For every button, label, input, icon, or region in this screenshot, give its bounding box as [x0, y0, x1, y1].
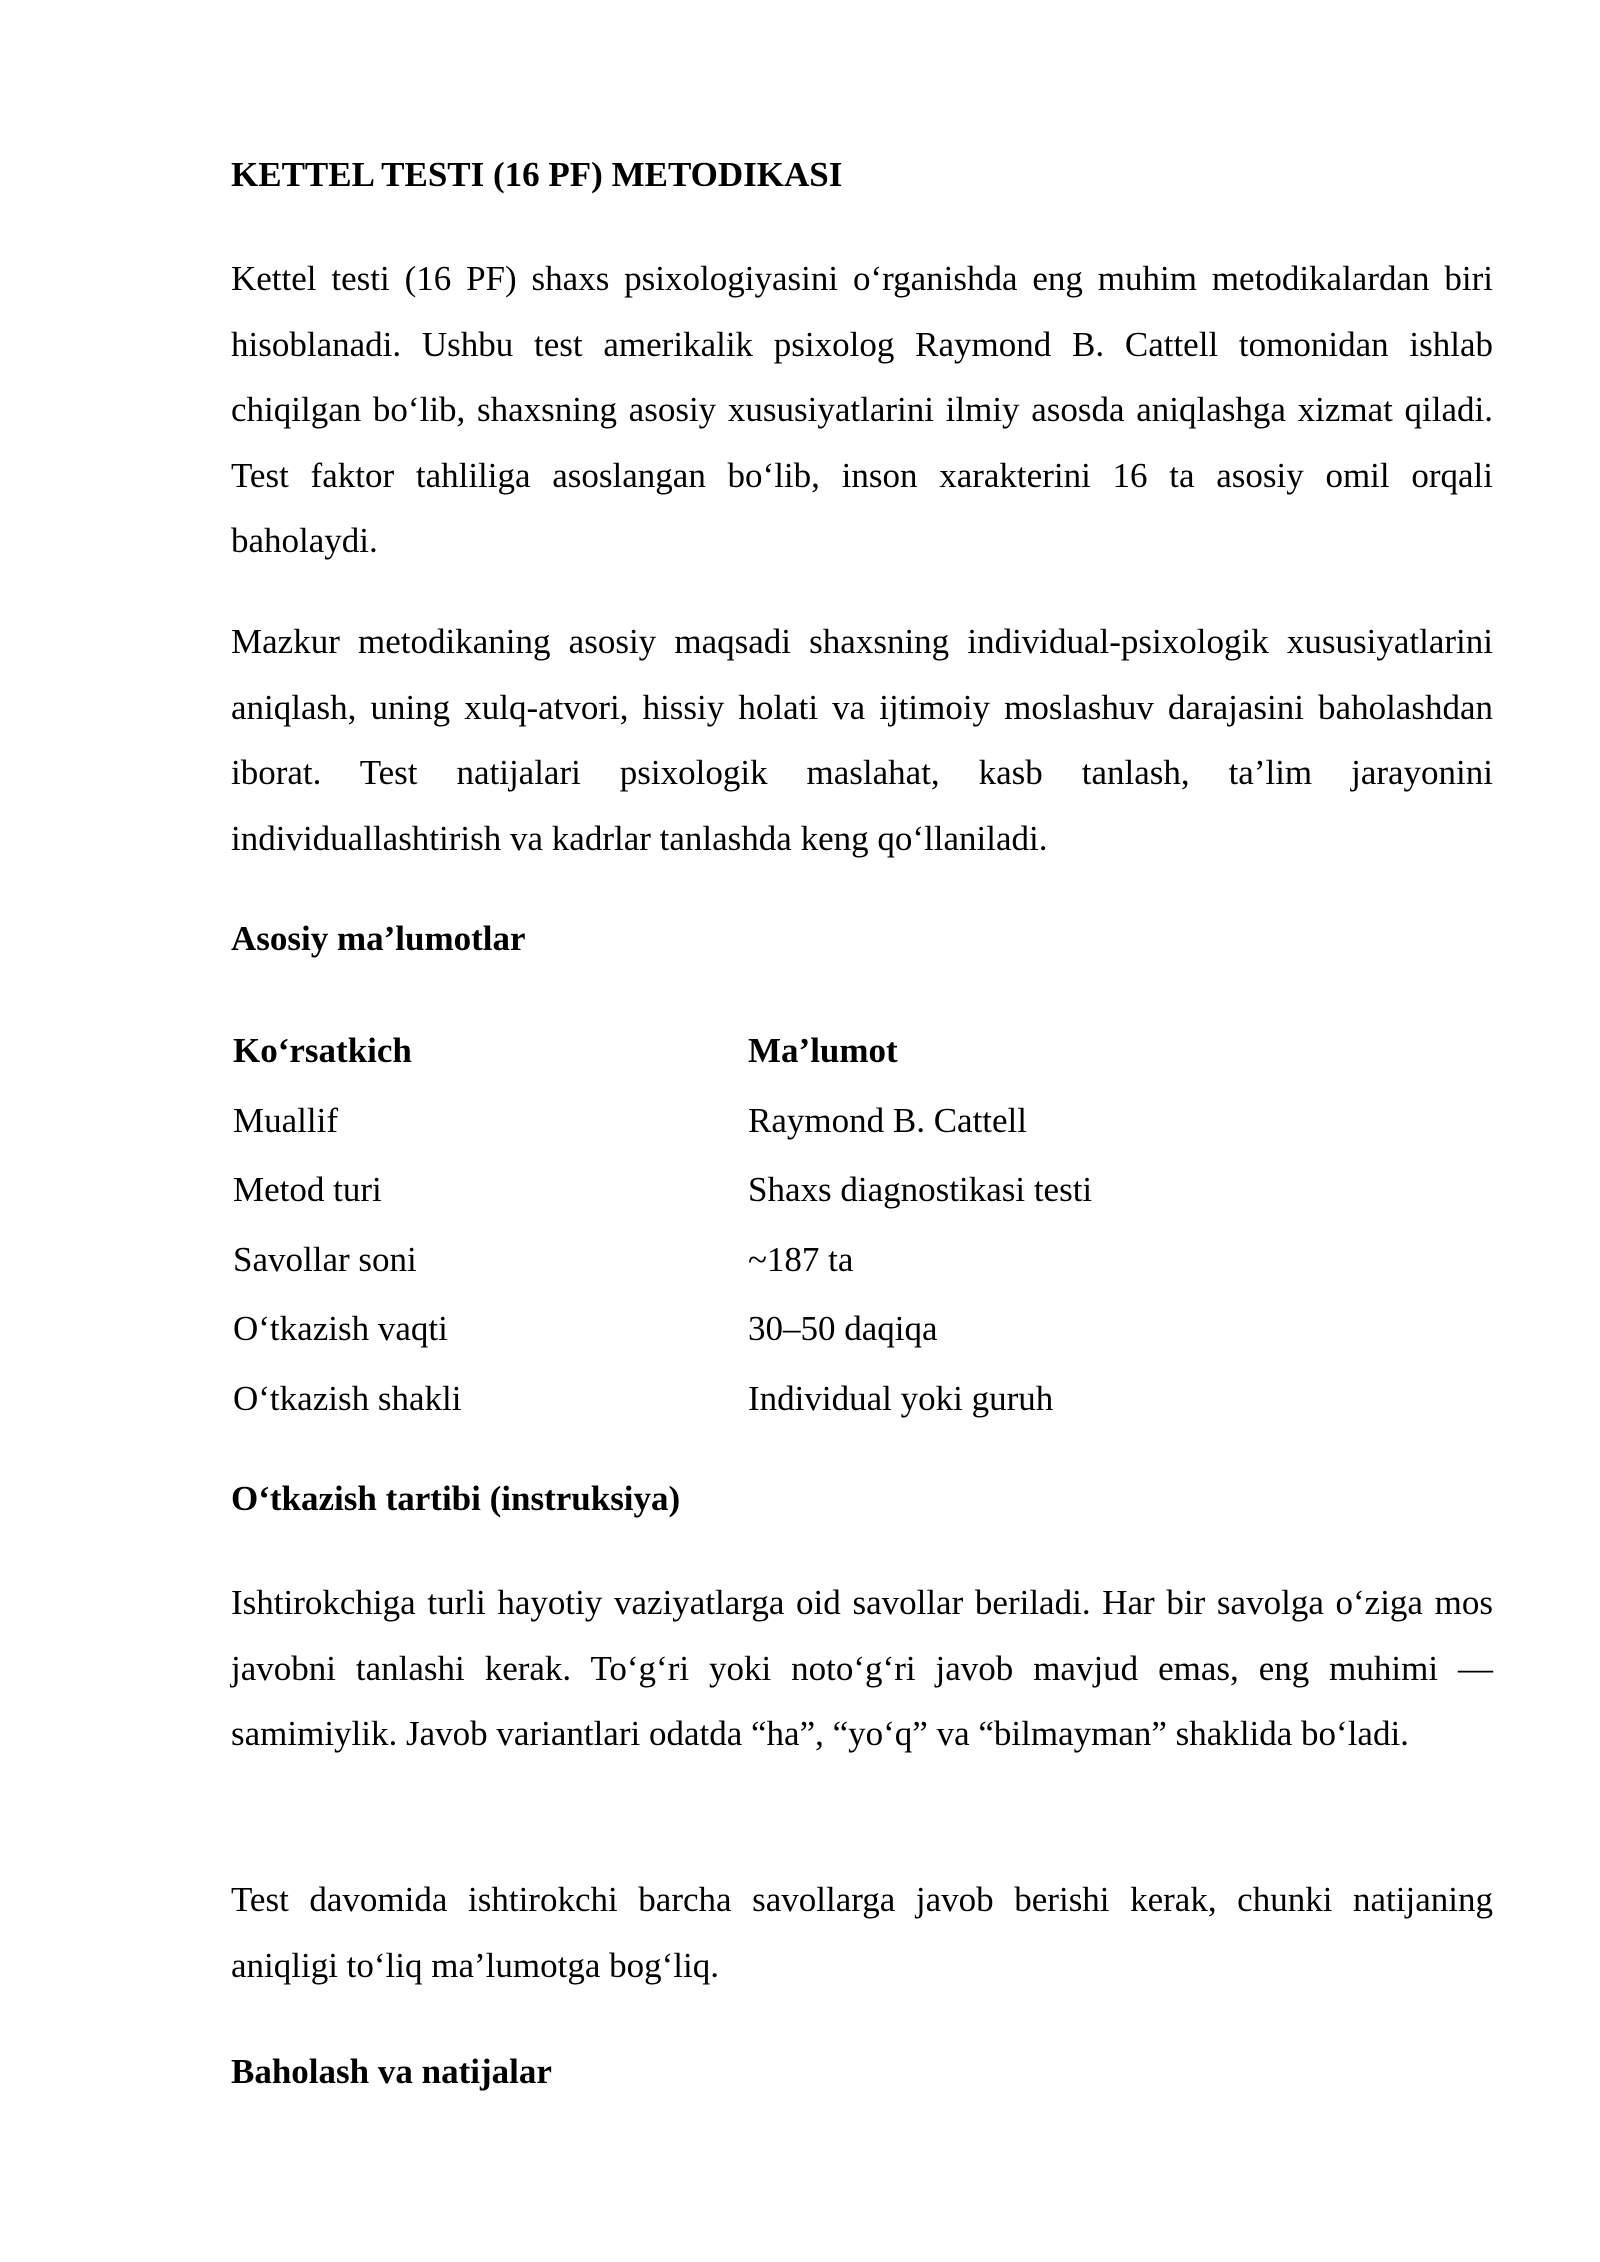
table-cell-indicator: Muallif: [233, 1100, 338, 1140]
table-cell-info: Raymond B. Cattell: [748, 1100, 1028, 1140]
evaluation-heading: Baholash va natijalar: [231, 2052, 552, 2091]
table-cell-indicator: O‘tkazish vaqti: [233, 1309, 448, 1348]
table-header-row: [231, 1026, 1493, 1096]
procedure-paragraph-2: Test davomida ishtirokchi barcha savollarga javob berishi kerak, chunki natijaning aniqligi to‘liq ma’lumotga bog‘liq.: [231, 1880, 1493, 1985]
basic-info-heading: Asosiy ma’lumotlar: [231, 919, 526, 958]
intro-paragraph: Kettel testi (16 PF) shaxs psixologiyasini o‘rganishda eng muhim metodikalardan biri hisoblanadi. Ushbu test amerikalik psixolog Raymond B. Cattell tomonidan ishlab chiqilgan bo‘lib, shaxsning asosiy xususiyatlarini ilmiy asosda aniqlashga xizmat qiladi. Test faktor tahliliga asoslangan bo‘lib, inson xarakterini 16 ta asosiy omil orqali baholaydi.: [231, 259, 1493, 560]
procedure-paragraph-1: Ishtirokchiga turli hayotiy vaziyatlarga oid savollar beriladi. Har bir savolga o‘ziga mos javobni tanlashi kerak. To‘g‘ri yoki noto‘g‘ri javob mavjud emas, eng muhimi — samimiylik. Javob variantlari odatda “ha”, “yo‘q” va “bilmayman” shaklida bo‘ladi.: [231, 1583, 1493, 1753]
table-row: [231, 1096, 1493, 1166]
table-header-indicator: Ko‘rsatkich: [233, 1031, 412, 1070]
table-row: [231, 1374, 1493, 1444]
table-row: [231, 1304, 1493, 1374]
purpose-paragraph: Mazkur metodikaning asosiy maqsadi shaxsning individual-psixologik xususiyatlarini aniqlash, uning xulq-atvori, hissiy holati va ijtimoiy moslashuv darajasini baholashdan iborat. Test natijalari psixologik maslahat, kasb tanlash, ta’lim jarayonini individuallashtirish va kadrlar tanlashda keng qo‘llaniladi.: [231, 622, 1493, 858]
table-cell-info: Shaxs diagnostikasi testi: [748, 1170, 1093, 1209]
basic-info-table: [231, 1026, 1493, 1443]
table-cell-indicator: O‘tkazish shakli: [233, 1378, 462, 1418]
table-header-info: Ma’lumot: [748, 1031, 898, 1070]
table-row: [231, 1235, 1493, 1305]
table-cell-indicator: Metod turi: [233, 1170, 382, 1209]
table-row: [231, 1165, 1493, 1235]
table-cell-info: Individual yoki guruh: [748, 1378, 1054, 1418]
table-cell-info: 30–50 daqiqa: [748, 1309, 938, 1348]
document-title: KETTEL TESTI (16 PF) METODIKASI: [231, 155, 843, 194]
table-cell-indicator: Savollar soni: [233, 1239, 417, 1279]
procedure-heading: O‘tkazish tartibi (instruksiya): [231, 1479, 681, 1518]
table-cell-info: ~187 ta: [748, 1239, 854, 1279]
